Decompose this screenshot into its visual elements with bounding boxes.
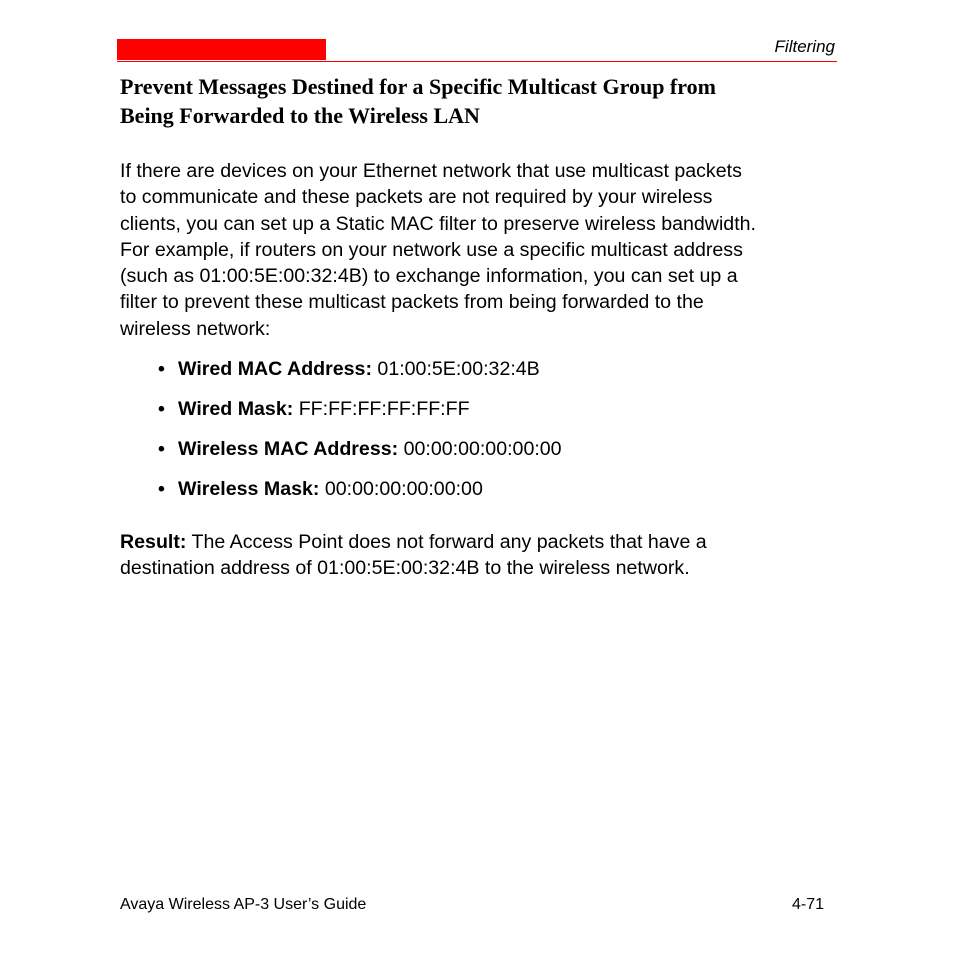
footer-book-title: Avaya Wireless AP-3 User’s Guide [120, 896, 367, 913]
intro-line: If there are devices on your Ethernet network that use multicast packets [120, 160, 742, 182]
footer-page-number: 4-71 [791, 896, 824, 913]
section-title [120, 72, 820, 130]
result-paragraph [120, 529, 840, 581]
running-head: Filtering [774, 37, 835, 56]
result-label: Result: [120, 531, 187, 553]
result-line-1 [120, 529, 840, 555]
intro-line: For example, if routers on your network use a specific multicast address [120, 238, 743, 261]
intro-paragraph [120, 158, 840, 342]
bullet-marker: • [158, 398, 165, 420]
setting-label: Wireless MAC Address: [178, 438, 399, 460]
list-item-wireless-mac-address [158, 436, 562, 476]
intro-line: clients, you can set up a Static MAC filter to preserve wireless bandwidth. [120, 212, 756, 235]
list-item-wireless-mask [158, 476, 562, 516]
setting-value: 00:00:00:00:00:00 [324, 478, 483, 500]
result-line-2: destination address of 01:00:5E:00:32:4B to the wireless network. [120, 557, 690, 579]
section-title-line-1: Prevent Messages Destined for a Specific Multicast Group from [120, 74, 716, 99]
list-item-wired-mask [158, 396, 562, 436]
result-text-1: The Access Point does not forward any packets that have a [191, 531, 707, 553]
intro-line: (such as 01:00:5E:00:32:4B) to exchange information, you can set up a [120, 265, 738, 288]
header-accent-bar [117, 39, 326, 60]
bullet-marker: • [158, 438, 165, 460]
header-rule [117, 61, 837, 62]
setting-value: FF:FF:FF:FF:FF:FF [298, 398, 470, 420]
intro-line: filter to prevent these multicast packets from being forwarded to the [120, 291, 704, 314]
bullet-marker: • [158, 358, 165, 380]
intro-line: wireless network: [120, 317, 271, 340]
section-title-line-2: Being Forwarded to the Wireless LAN [120, 103, 480, 128]
filter-settings-list [158, 356, 562, 516]
setting-label: Wired MAC Address: [178, 358, 372, 380]
list-item-wired-mac-address [158, 356, 562, 396]
bullet-marker: • [158, 478, 165, 500]
setting-label: Wired Mask: [178, 398, 294, 420]
setting-value: 01:00:5E:00:32:4B [377, 358, 540, 380]
setting-value: 00:00:00:00:00:00 [403, 438, 562, 460]
intro-line: to communicate and these packets are not required by your wireless [120, 186, 713, 209]
setting-label: Wireless Mask: [178, 478, 320, 500]
